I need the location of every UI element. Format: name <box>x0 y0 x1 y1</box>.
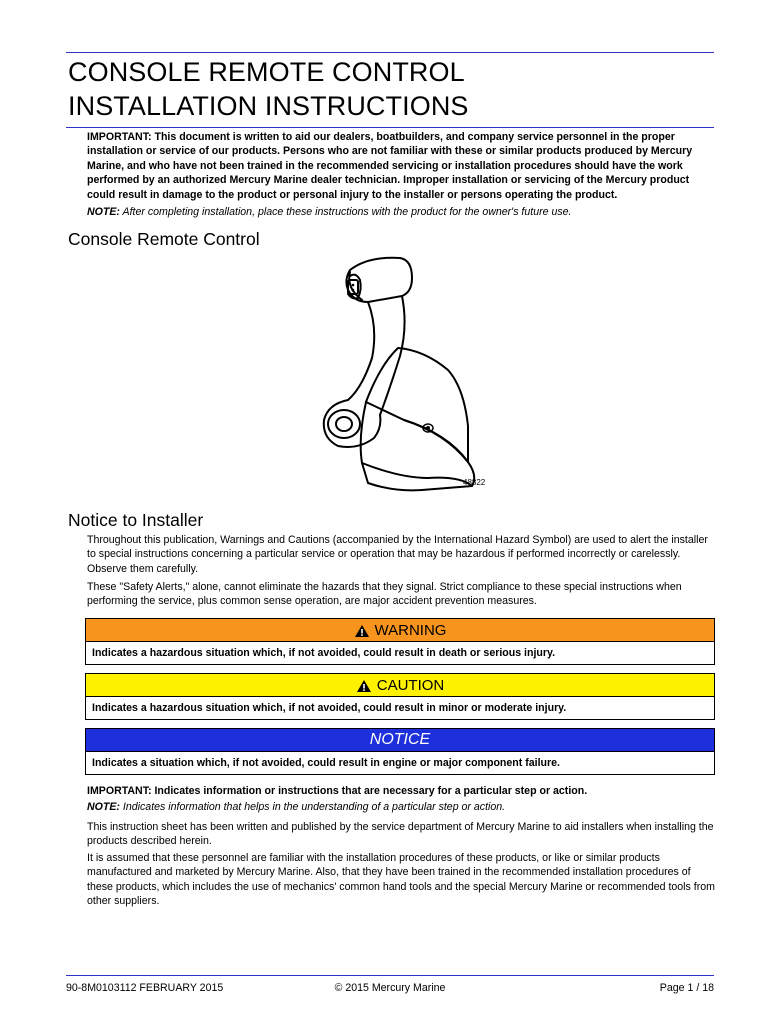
footer-doc-number: 90-8M0103112 FEBRUARY 2015 <box>66 982 224 994</box>
document-title <box>68 55 708 123</box>
hazard-triangle-icon <box>354 624 370 638</box>
caution-header <box>86 674 714 697</box>
section-heading-console-remote-control: Console Remote Control <box>68 229 260 249</box>
caution-text: Indicates a hazardous situation which, if not avoided, could result in minor or moderate injury. <box>92 702 567 714</box>
closing-paragraph-1: This instruction sheet has been written and published by the service department of Mercury Marine to aid installers when installing the products described herein. <box>87 821 714 848</box>
warning-header <box>86 619 714 642</box>
notice-label: NOTICE <box>369 731 431 748</box>
title-line-2: INSTALLATION INSTRUCTIONS <box>68 91 469 121</box>
closing-important: IMPORTANT: Indicates information or instructions that are necessary for a particular step or action. <box>87 785 588 797</box>
footer-copyright: © 2015 Mercury Marine <box>334 982 446 994</box>
notice-text: Indicates a situation which, if not avoided, could result in engine or major component failure. <box>92 757 560 769</box>
closing-paragraph-2: It is assumed that these personnel are familiar with the installation procedures of these products, or like or similar products manufactured and marketed by Mercury Marine. Also, that they have been trained in the recommended installation procedures of these products, which includes the use of mechanics' common hand tools and the special Mercury Marine or recommended tools from other suppliers. <box>87 852 715 908</box>
footer-page-number: Page 1 / 18 <box>659 982 714 994</box>
intro-note <box>87 205 715 219</box>
notice-paragraph-1: Throughout this publication, Warnings and Cautions (accompanied by the International Hazard Symbol) are used to alert the installer to special instructions concerning a particular service or operation that may be hazardous if performed incorrectly or carelessly. Observe them carefully. <box>87 534 708 575</box>
note-label: NOTE: <box>87 206 120 218</box>
page-footer <box>66 982 714 994</box>
note-text: After completing installation, place these instructions with the product for the owner's future use. <box>122 206 572 218</box>
top-rule <box>66 52 714 53</box>
hazard-triangle-icon <box>356 679 372 693</box>
notice-alert-box <box>85 728 715 775</box>
closing-note-label: NOTE: <box>87 801 120 813</box>
figure-reference-number: 48822 <box>463 478 486 487</box>
closing-note-text: Indicates information that helps in the understanding of a particular step or action. <box>122 801 506 813</box>
caution-label: CAUTION <box>376 676 445 694</box>
notice-header <box>86 729 714 752</box>
title-line-1: CONSOLE REMOTE CONTROL <box>68 57 465 87</box>
console-remote-control-illustration <box>300 250 500 500</box>
title-rule <box>66 127 714 128</box>
warning-label: WARNING <box>374 621 447 639</box>
intro-important: IMPORTANT: This document is written to aid our dealers, boatbuilders, and company service personnel in the proper installation or service of our products. Persons who are not familiar with these or similar products produced by Mercury Marine, and who have not been trained in the recommended servicing or installation procedures should have the work performed by an authorized Mercury Marine dealer technician. Improper installation or servicing of the Mercury product could result in damage to the product or personal injury to the installer or persons operating the product. <box>87 131 693 201</box>
warning-alert-box <box>85 618 715 665</box>
caution-alert-box <box>85 673 715 720</box>
footer-rule <box>66 975 714 976</box>
notice-paragraph-2: These "Safety Alerts," alone, cannot eliminate the hazards that they signal. Strict compliance to these special instructions when performing the service, plus common sense operation, are major accident prevention measures. <box>87 581 682 608</box>
warning-text: Indicates a hazardous situation which, if not avoided, could result in death or serious injury. <box>92 647 556 659</box>
closing-note <box>87 800 715 814</box>
section-heading-notice-to-installer: Notice to Installer <box>68 510 204 530</box>
